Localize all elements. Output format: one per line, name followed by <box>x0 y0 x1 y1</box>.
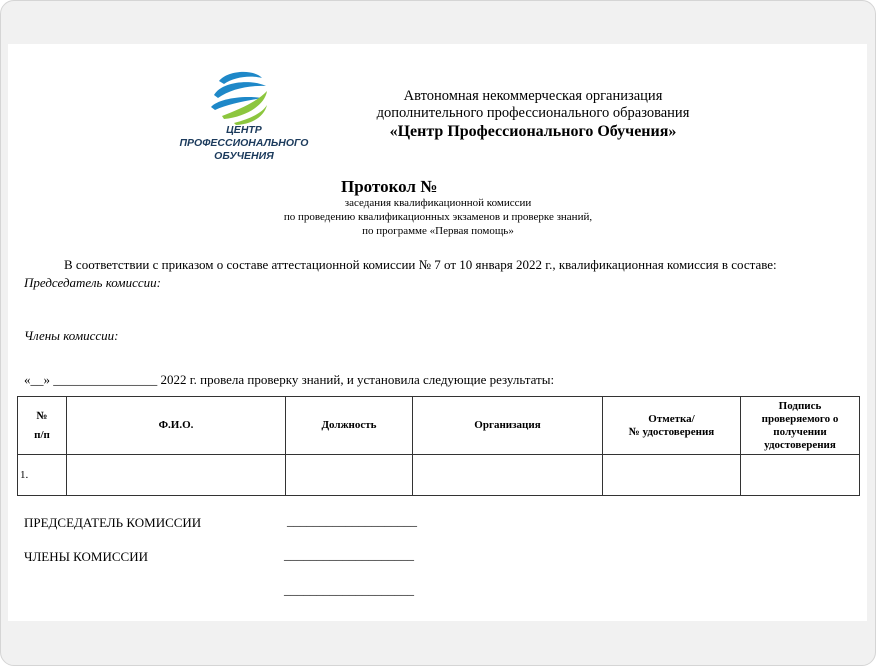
members-signature-row <box>8 549 867 567</box>
document-page <box>8 44 867 621</box>
members-label: Члены комиссии: <box>24 328 119 343</box>
table-cell-mark[interactable] <box>603 455 741 496</box>
table-cell-signature[interactable] <box>741 455 860 496</box>
protocol-subtitle-line: по программе «Первая помощь» <box>362 225 514 237</box>
column-header-position: Должность <box>286 397 413 455</box>
intro-paragraph: В соответствии с приказом о составе аттестационной комиссии № 7 от 10 января 2022 г., квалификационная комиссия в составе: <box>64 257 777 272</box>
table-cell-number: 1. <box>18 455 67 496</box>
protocol-subtitle-line: по проведению квалификационных экзаменов и проверке знаний, <box>283 211 593 223</box>
members-signature-row-2 <box>8 584 867 602</box>
organization-header <box>348 88 718 142</box>
chair-signature-line: ____________________ <box>287 513 417 528</box>
column-header-number: № п/п <box>18 397 67 455</box>
protocol-title: Протокол № <box>341 177 438 196</box>
table-cell-organization[interactable] <box>413 455 603 496</box>
member-signature-line: ____________________ <box>284 582 414 597</box>
member-signature-line: ____________________ <box>284 547 414 562</box>
logo-text-line3: ОБУЧЕНИЯ <box>214 150 274 162</box>
column-header-organization: Организация <box>413 397 603 455</box>
org-type-line: Автономная некоммерческая организация <box>403 88 663 104</box>
date-line: «__» ________________ 2022 г. провела проверку знаний, и установила следующие результаты: <box>24 372 555 387</box>
chair-signature-row <box>8 515 867 533</box>
table-cell-name[interactable] <box>67 455 286 496</box>
table-row <box>18 455 860 496</box>
results-table <box>17 396 860 496</box>
protocol-subtitle-line: заседания квалификационной комиссии <box>344 197 532 209</box>
table-header-row <box>18 397 860 455</box>
org-education-line: дополнительного профессионального образования <box>376 105 690 121</box>
chair-signature-label: ПРЕДСЕДАТЕЛЬ КОМИССИИ <box>24 515 202 530</box>
column-header-signature: Подпись проверяемого о получении удостоверения <box>741 397 860 455</box>
members-signature-label: ЧЛЕНЫ КОМИССИИ <box>24 549 148 564</box>
protocol-subtitle <box>208 196 668 238</box>
table-cell-position[interactable] <box>286 455 413 496</box>
column-header-mark: Отметка/ № удостоверения <box>603 397 741 455</box>
column-header-name: Ф.И.О. <box>67 397 286 455</box>
organization-logo <box>166 69 326 164</box>
logo-text-line1: ЦЕНТР <box>226 124 262 136</box>
org-name: «Центр Профессионального Обучения» <box>389 123 677 140</box>
logo-text-line2: ПРОФЕССИОНАЛЬНОГО <box>179 137 309 149</box>
chair-label: Председатель комиссии: <box>24 275 161 290</box>
